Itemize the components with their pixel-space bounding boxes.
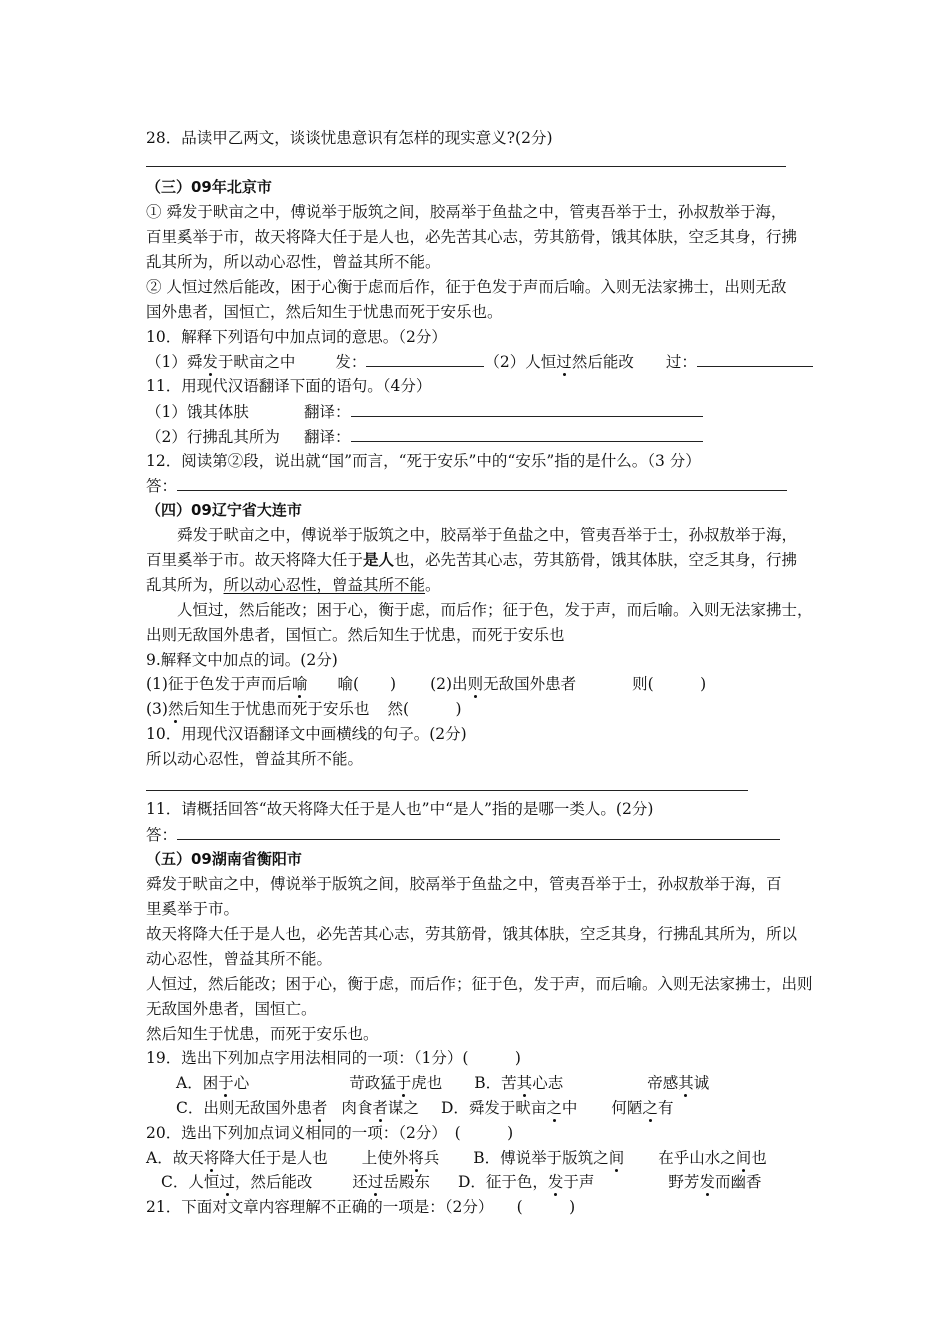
dotted-char: 之: [642, 1099, 658, 1117]
dotted-char: 发: [202, 353, 218, 371]
dotted-char: 然: [167, 700, 184, 718]
passage-line: 国外患者，国恒亡，然后知生于忧患而死于安乐也。: [146, 303, 503, 321]
question-9-item-3: (3)然后知生于忧患而死于安乐也 然( ): [146, 700, 462, 718]
passage-line: 故天将降大任于是人也，必先苦其心志，劳其筋骨，饿其体肤，空乏其身，行拂乱其所为，所以: [146, 925, 798, 943]
answer-line: [146, 166, 786, 167]
passage-line: 舜发于畎亩之中，傅说举于版筑之间，胶鬲举于鱼盐之中，管夷吾举于士，孙叔敖举于海，百: [146, 875, 782, 893]
section-heading-beijing: （三）09年北京市: [146, 178, 272, 196]
fill-blank[interactable]: [177, 474, 787, 491]
fill-blank[interactable]: [177, 823, 780, 840]
question-11-item-2: （2）行拂乱其所为 翻译：: [146, 425, 703, 448]
passage-line: 人恒过，然后能改；困于心，衡于虑，而后作；征于色，发于声，而后喻。入则无法家拂士，: [177, 601, 813, 619]
question-11: 11．请概括回答“故天将降大任于是人也”中“是人”指的是哪一类人。(2分): [146, 800, 654, 818]
fill-blank[interactable]: [366, 350, 484, 367]
section-heading-hengyang: （五）09湖南省衡阳市: [146, 850, 302, 868]
question-9: 9.解释文中加点的词。(2分): [146, 651, 338, 669]
dotted-char: 发: [699, 1173, 715, 1191]
dotted-char: 则: [467, 675, 484, 693]
question-19: 19．选出下列加点字用法相同的一项：（1分）( ): [146, 1049, 521, 1067]
dotted-char: 过: [219, 1173, 235, 1191]
passage-line: 动心忍性，曾益其所不能。: [146, 950, 333, 968]
passage-line: 然后知生于忧患，而死于安乐也。: [146, 1025, 379, 1043]
question-20-options-ab: A．故天将降大任于是人也 上使外将兵 B．傅说举于版筑之间 在乎山水之间也: [146, 1149, 767, 1167]
answer-row: 答：: [146, 474, 787, 497]
fill-blank[interactable]: [351, 400, 703, 417]
passage-line: 百里奚举于市，故天将降大任于是人也，必先苦其心志，劳其筋骨，饿其体肤，空乏其身，行拂: [146, 228, 798, 246]
dotted-char: 于: [218, 1074, 234, 1092]
passage-line: 里奚举于市。: [146, 900, 240, 918]
passage-line: 出则无敌国外患者，国恒亡。然后知生于忧患，而死于安乐也: [146, 626, 565, 644]
question-20-options-cd: C．人恒过，然后能改 还过岳殿东 D．征于色，发于声 野芳发而幽香: [161, 1173, 762, 1191]
dotted-char: 于: [395, 1074, 412, 1092]
sentence-to-translate: 所以动心忍性，曾益其所不能。: [146, 750, 364, 768]
passage-line: 舜发于畎亩之中，傅说举于版筑之中，胶鬲举于鱼盐之中，管夷吾举于士，孙叔敖举于海，: [177, 526, 798, 544]
dotted-char: 其: [516, 1074, 533, 1092]
passage-line: ② 人恒过然后能改，困于心衡于虑而后作，征于色发于声而后喻。入则无法家拂士，出则无敌: [146, 278, 787, 296]
answer-row: 答：: [146, 823, 780, 846]
passage-line: 无敌国外患者，国恒亡。: [146, 1000, 317, 1018]
question-11-item-1: （1）饿其体肤 翻译：: [146, 400, 703, 423]
dotted-char: 喻: [291, 675, 308, 693]
fill-blank[interactable]: [697, 350, 813, 367]
dotted-char: 者: [311, 1099, 328, 1117]
passage-line: 乱其所为，所以动心忍性，曾益其所不能。: [146, 253, 441, 271]
dotted-char: 间: [608, 1149, 625, 1167]
dotted-char: 将: [408, 1149, 424, 1167]
dotted-char: 之: [546, 1099, 562, 1117]
dotted-char: 过: [367, 1173, 384, 1191]
passage-line: 百里奚举于市。故天将降大任于是人也，必先苦其心志，劳其筋骨，饿其体肤，空乏其身，行拂: [146, 550, 798, 569]
answer-line: [146, 790, 748, 791]
passage-line: ① 舜发于畎亩之中，傅说举于版筑之间，胶鬲举于鱼盐之中，管夷吾举于士，孙叔敖举于海，: [146, 203, 787, 221]
dotted-char: 发: [547, 1173, 564, 1191]
dotted-char: 者: [372, 1099, 388, 1117]
dotted-char: 其: [678, 1074, 694, 1092]
question-9-items: (1)征于色发于声而后喻 喻( ) (2)出则无敌国外患者 则( ): [146, 675, 707, 693]
question-11: 11．用现代汉语翻译下面的语句。（4分）: [146, 377, 432, 395]
dotted-char: 将: [203, 1149, 220, 1167]
dotted-char: 过: [556, 353, 572, 371]
passage-line: 乱其所为，所以动心忍性，曾益其所不能。: [146, 576, 441, 594]
passage-line: 人恒过，然后能改；困于心，衡于虑，而后作；征于色，发于声，而后喻。入则无法家拂士，出则: [146, 975, 813, 993]
question-10: 10．解释下列语句中加点词的意思。（2分）: [146, 328, 447, 346]
question-21: 21．下面对文章内容理解不正确的一项是：（2分） ( ): [146, 1198, 576, 1216]
fill-blank[interactable]: [351, 425, 703, 442]
underlined-sentence: 所以动心忍性，曾益其所不能: [223, 576, 426, 594]
section-heading-dalian: （四）09辽宁省大连市: [146, 501, 302, 519]
question-10-items: （1）舜发于畎亩之中 发： （2）人恒过然后能改 过：: [146, 350, 813, 373]
question-28: 28．品读甲乙两文，谈谈忧患意识有怎样的现实意义?(2分): [146, 129, 553, 147]
question-19-options-ab: A．困于心 苛政猛于虎也 B．苦其心志 帝感其诚: [176, 1074, 710, 1092]
question-20: 20．选出下列加点词义相同的一项：（2分） ( ): [146, 1124, 514, 1142]
question-12: 12．阅读第②段，说出就“国”而言，“死于安乐”中的“安乐”指的是什么。（3 分）: [146, 452, 701, 470]
question-19-options-cd: C．出则无敌国外患者 肉食者谋之 D．舜发于畎亩之中 何陋之有: [176, 1099, 674, 1117]
dotted-char: 间: [735, 1149, 752, 1167]
question-10: 10．用现代汉语翻译文中画横线的句子。(2分): [146, 725, 467, 743]
